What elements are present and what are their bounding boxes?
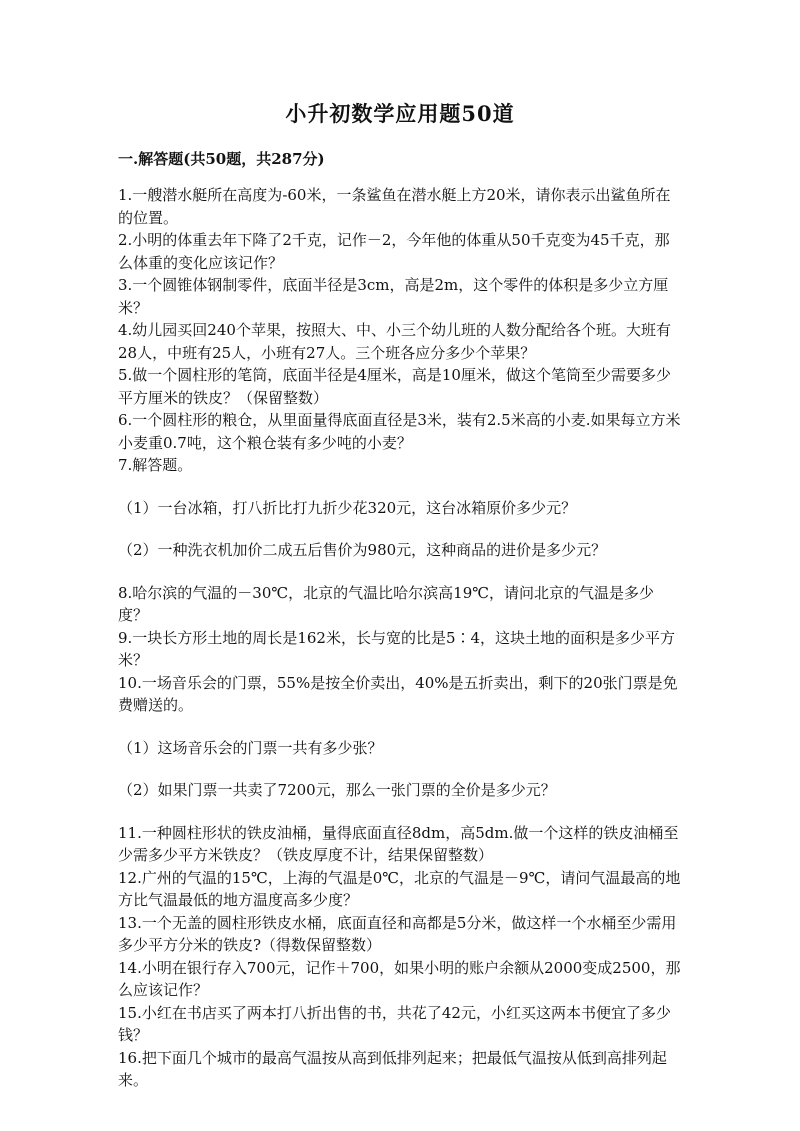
- question-2: 2.小明的体重去年下降了2千克，记作－2，今年他的体重从50千克变为45千克，那么体重的变化应该记作？: [118, 231, 670, 272]
- section-heading: 一.解答题(共50题，共287分): [118, 150, 325, 168]
- question-list: [118, 184, 684, 1092]
- question-8: 8.哈尔滨的气温的－30℃，北京的气温比哈尔滨高19℃，请问北京的气温是多少度？: [118, 583, 655, 624]
- question-10-sub-1: （1）这场音乐会的门票一共有多少张？: [118, 738, 383, 757]
- question-5: 5.做一个圆柱形的笔筒，底面半径是4厘米，高是10厘米，做这个笔筒至少需要多少平方厘米的铁皮？（保留整数）: [118, 366, 671, 407]
- question-7-sub-1: （1）一台冰箱，打八折比打九折少花320元，这台冰箱原价多少元？: [118, 498, 577, 517]
- question-16: 16.把下面几个城市的最高气温按从高到低排列起来；把最低气温按从低到高排列起来。: [118, 1048, 667, 1089]
- question-6: 6.一个圆柱形的粮仓，从里面量得底面直径是3米，装有2.5米高的小麦.如果每立方米小麦重0.7吨，这个粮仓装有多少吨的小麦？: [118, 411, 681, 452]
- question-11: 11.一种圆柱形状的铁皮油桶，量得底面直径8dm，高5dm.做一个这样的铁皮油桶至少需多少平方米铁皮？（铁皮厚度不计，结果保留整数）: [118, 823, 679, 864]
- question-12: 12.广州的气温的15℃，上海的气温是0℃，北京的气温是－9℃，请问气温最高的地方比气温最低的地方温度高多少度？: [118, 868, 681, 909]
- question-13: 13.一个无盖的圆柱形铁皮水桶，底面直径和高都是5分米，做这样一个水桶至少需用多少平方分米的铁皮?（得数保留整数）: [118, 913, 677, 954]
- question-15: 15.小红在书店买了两本打八折出售的书，共花了42元，小红买这两本书便宜了多少钱？: [118, 1003, 671, 1044]
- question-4: 4.幼儿园买回240个苹果，按照大、中、小三个幼儿班的人数分配给各个班。大班有28人，中班有25人，小班有27人。三个班各应分多少个苹果？: [118, 321, 671, 362]
- question-10-sub-2: （2）如果门票一共卖了7200元，那么一张门票的全价是多少元？: [118, 781, 556, 799]
- question-3: 3.一个圆锥体钢制零件，底面半径是3cm，高是2m，这个零件的体积是多少立方厘米？: [118, 276, 669, 317]
- document-title: 小升初数学应用题50道: [285, 101, 515, 126]
- question-7-sub-2: （2）一种洗衣机加价二成五后售价为980元，这种商品的进价是多少元？: [118, 541, 607, 559]
- question-14: 14.小明在银行存入700元，记作＋700，如果小明的账户余额从2000变成2500，那么应该记作？: [118, 958, 681, 999]
- question-7: 7.解答题。: [118, 456, 193, 474]
- question-9: 9.一块长方形土地的周长是162米，长与宽的比是5∶4，这块土地的面积是多少平方米？: [118, 628, 676, 669]
- question-1: 1.一艘潜水艇所在高度为-60米，一条鲨鱼在潜水艇上方20米，请你表示出鲨鱼所在的位置。: [118, 186, 671, 227]
- question-10: 10.一场音乐会的门票，55%是按全价卖出，40%是五折卖出，剩下的20张门票是免费赠送的。: [118, 673, 678, 714]
